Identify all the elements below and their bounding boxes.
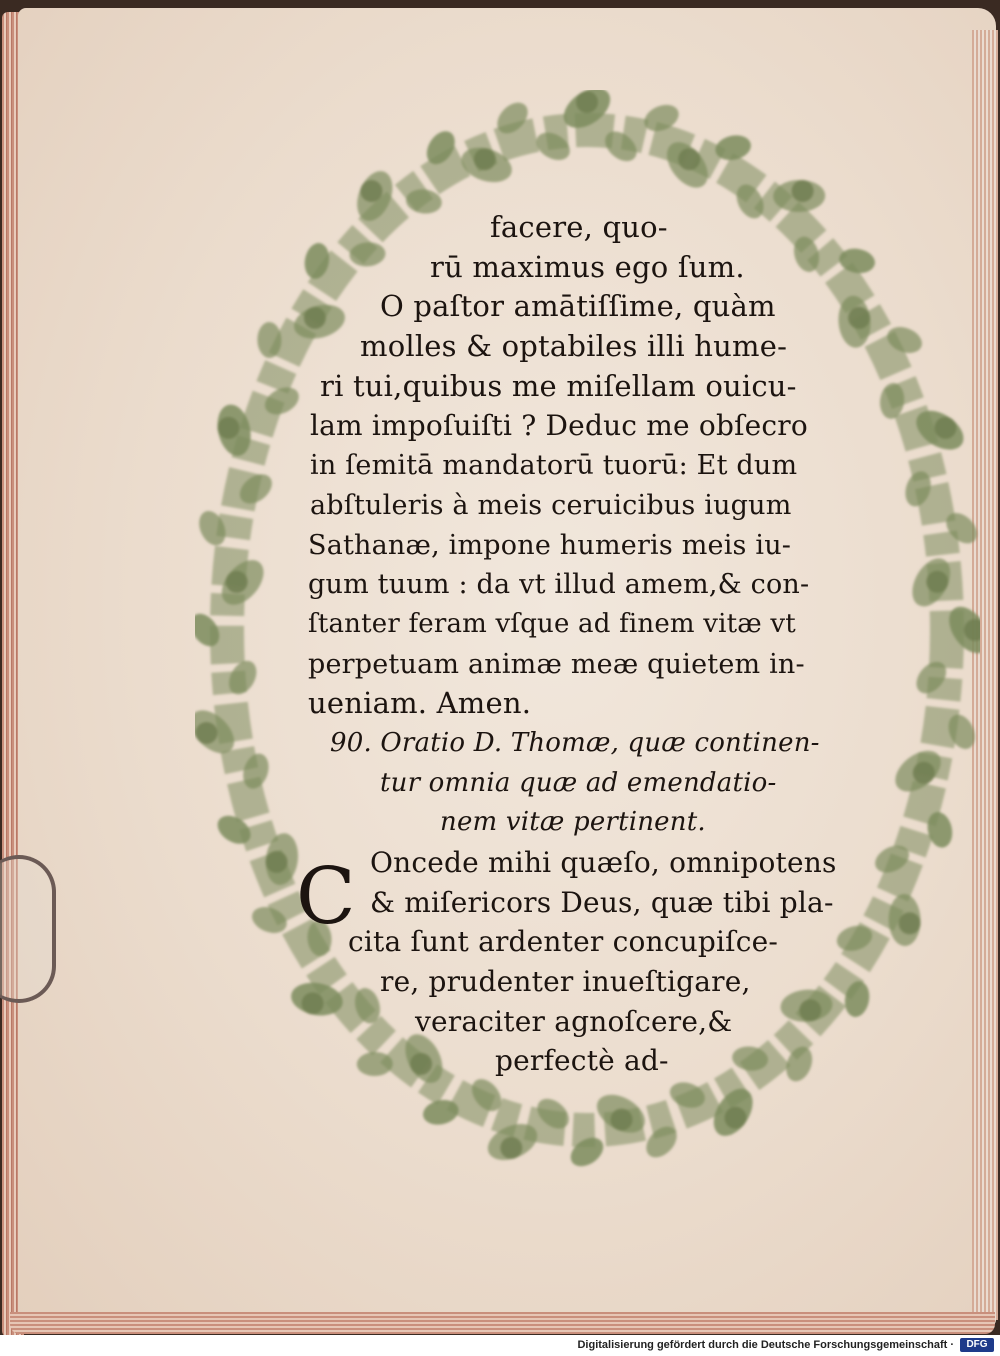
text-line: re, prudenter inueſtigare, [380,965,751,999]
page-edge-bottom [10,1312,995,1334]
text-line: cita ſunt ardenter concupiſce- [348,925,779,959]
text-line: lam impoſuiſti ? Deduc me obſecro [310,409,808,443]
text-line: veraciter agnoſcere,& [415,1004,733,1038]
text-line: perfectè ad- [495,1044,669,1078]
text-line: & miſericors Deus, quæ tibi pla- [370,885,834,919]
dfg-logo: DFG [960,1338,994,1352]
drop-cap: C [296,852,356,942]
wreath-flower [926,571,948,593]
wreath-flower [576,91,598,113]
section-heading: nem vitæ pertinent. [440,807,706,838]
text-line: rū maximus ego ſum. [430,249,745,284]
wreath-flower [678,148,700,170]
wreath-flower [500,1137,522,1159]
text-line: molles & optabiles illi hume- [360,329,788,364]
text-line: Sathanæ, impone humeris meis iu- [308,529,792,561]
wreath-flower [611,1109,633,1131]
text-line: ri tui,quibus me miſellam ouicu- [320,368,797,403]
wreath-flower [725,1107,747,1129]
text-line: ſtanter feram vſque ad finem vitæ vt [308,608,796,639]
clasp-strap [0,855,56,1003]
wreath-flower [899,912,921,934]
text-line: perpetuam animæ meæ quietem in- [308,648,805,680]
footer-credit: Digitalisierung gefördert durch die Deutsche Forschungsgemeinschaft · [577,1339,954,1351]
text-line: O paſtor amātiſſime, quàm [380,289,776,324]
wreath-flower [792,180,814,202]
text-line: abſtuleris à meis ceruicibus iugum [310,489,792,521]
wreath-flower [196,722,218,744]
footer-bar [0,1335,1000,1356]
wreath-flower [913,762,935,784]
text-line: Oncede mihi quæſo, omnipotens [370,846,837,879]
text-line: gum tuum : da vt illud amem,& con- [308,569,810,601]
prayer-text [280,208,900,1081]
text-line: ueniam. Amen. [308,686,532,721]
wreath-flower [226,571,248,593]
wreath-flower [218,417,240,439]
wreath-flower [360,180,382,202]
wreath-flower [935,417,957,439]
text-line: facere, quo- [490,210,668,244]
text-line: in ſemitā mandatorū tuorū: Et dum [310,450,798,482]
section-heading: tur omnia quæ ad emendatio- [380,767,777,798]
wreath-flower [474,148,496,170]
section-heading: 90. Oratio D. Thomæ, quæ continen- [330,727,820,758]
